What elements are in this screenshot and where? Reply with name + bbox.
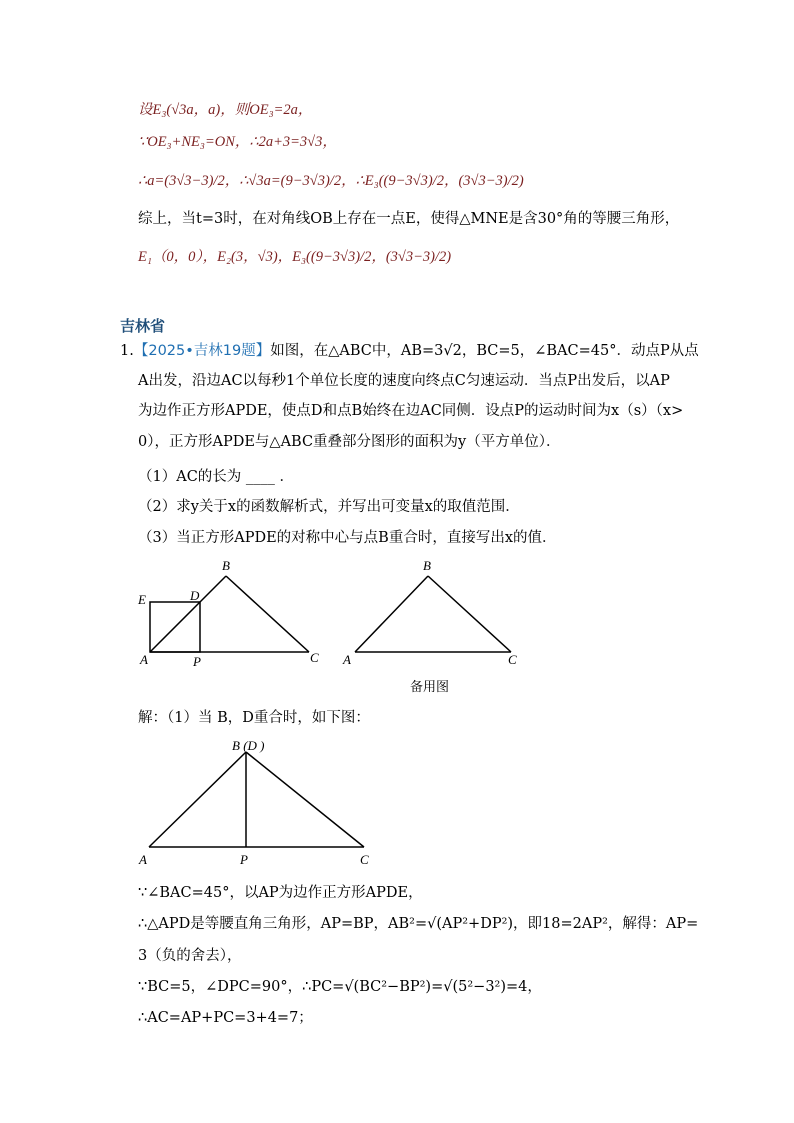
top-solution-line-5: E₁（0，0），E₂(3，√3)，E₃((9−3√3)/2，(3√3−3)/2) (138, 249, 452, 265)
solution-step-5: ∴AC=AP+PC=3+4=7； (138, 1010, 313, 1026)
label-e: E (138, 592, 146, 607)
problem-line-3: 为边作正方形APDE，使点D和点B始终在边AC同侧．设点P的运动时间为x（s）（x> (138, 403, 684, 419)
solution-step-1: ∵∠BAC=45°，以AP为边作正方形APDE， (138, 885, 423, 901)
figure-1 (132, 555, 332, 670)
figure-2 (338, 555, 533, 670)
label-p-3: P (240, 852, 248, 867)
label-bd-3: B (D ) (232, 738, 265, 753)
segment-ab (150, 576, 226, 652)
label-a: A (140, 652, 148, 667)
question-2: （2）求y关于x的函数解析式，并写出可变量x的取值范围． (138, 499, 520, 515)
figure-3 (132, 735, 382, 870)
segment-bc-3 (246, 752, 364, 847)
solution-step-4: ∵BC=5，∠DPC=90°，∴PC=√(BC²−BP²)=√(5²−3²)=4， (138, 979, 542, 995)
label-d: D (190, 588, 200, 603)
problem-line-4: 0），正方形APDE与△ABC重叠部分图形的面积为y（平方单位）． (138, 434, 561, 450)
top-solution-line-2: ∵OE₃+NE₃=ON，∴2a+3=3√3， (138, 134, 337, 150)
problem-text-1: 如图，在△ABC中，AB=3√2，BC=5，∠BAC=45°．动点P从点 (270, 343, 699, 359)
segment-bc (226, 576, 309, 652)
label-b: B (222, 558, 230, 573)
label-a-3: A (139, 852, 147, 867)
solution-step-2: ∴△APD是等腰直角三角形，AP=BP，AB²=√(AP²+DP²)，即18=2AP²，解得：AP= (138, 916, 699, 932)
segment-ab-3 (149, 752, 246, 847)
problem-line-1 (120, 340, 699, 362)
top-solution-line-1: 设E₃(√3a，a)，则OE₃=2a， (138, 102, 313, 118)
segment-ab-2 (355, 576, 428, 652)
label-b-2: B (423, 558, 431, 573)
question-3: （3）当正方形APDE的对称中心与点B重合时，直接写出x的值． (138, 530, 557, 546)
label-c: C (310, 650, 319, 665)
question-1: （1）AC的长为 ____ ． (138, 469, 295, 485)
figure-2-caption: 备用图 (410, 680, 450, 695)
label-c-2: C (508, 652, 517, 667)
section-heading: 吉林省 (120, 317, 166, 335)
segment-bc-2 (428, 576, 511, 652)
solution-step-3: 3（负的舍去）， (138, 948, 242, 964)
top-solution-line-4: 综上，当t=3时，在对角线OB上存在一点E，使得△MNE是含30°角的等腰三角形， (138, 211, 680, 227)
problem-source: 【2025•吉林19题】 (133, 343, 271, 359)
label-a-2: A (343, 652, 351, 667)
solution-intro: 解：（1）当 B，D重合时，如下图： (138, 710, 370, 726)
problem-line-2: A出发，沿边AC以每秒1个单位长度的速度向终点C匀速运动．当点P出发后，以AP (138, 373, 670, 389)
top-solution-line-3: ∴a=(3√3−3)/2，∴√3a=(9−3√3)/2，∴E₃((9−3√3)/2，(3√3−3)/2) (138, 173, 524, 189)
label-c-3: C (360, 852, 369, 867)
label-p: P (193, 654, 201, 669)
problem-number: 1. (120, 343, 134, 359)
